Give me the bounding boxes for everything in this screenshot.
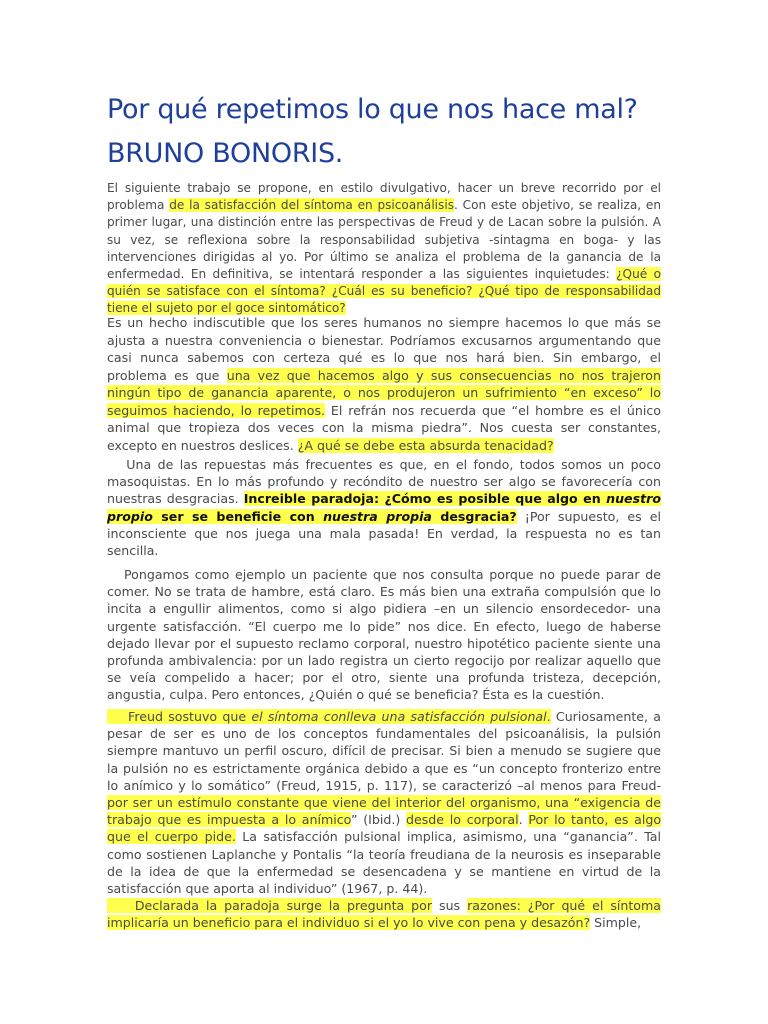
title-author: BRUNO BONORIS. xyxy=(107,138,344,169)
highlighted-text xyxy=(107,709,551,724)
text-run: ” (Ibid.) xyxy=(350,812,406,828)
text-run: . xyxy=(518,812,529,828)
highlighted-text: desde lo corporal xyxy=(405,812,519,828)
text-run: sus xyxy=(432,898,468,913)
text-run: Declarada la paradoja surge la pregunta por xyxy=(134,898,433,913)
highlighted-text: por ser un estímulo constante que viene del interior del organismo, una “exigencia de trabajo que es impuesta a lo anímico xyxy=(107,795,661,828)
highlighted-text: ¿Qué o quién se satisface con el síntoma? ¿Cuál es su beneficio? ¿Qué tipo de responsabilidad tiene el sujeto por el goce sintomático? xyxy=(107,267,661,316)
body-paragraph-1 xyxy=(107,314,661,454)
title-line-1: Por qué repetimos lo que nos hace mal? xyxy=(107,94,638,125)
abstract-paragraph xyxy=(107,180,661,318)
italic-text: el síntoma conlleva una satisfacción pulsional xyxy=(251,709,547,724)
text-run: Una de las repuestas más frecuentes es que, en el fondo, todos somos un poco masoquistas. En lo más profundo y recóndito de nuestro ser algo se favorecería con nuestras desgracias. xyxy=(107,457,661,507)
text-run: Simple, xyxy=(590,915,642,931)
body-paragraph-3 xyxy=(107,566,661,704)
italic-text: nuestra propia xyxy=(323,508,432,524)
body-paragraph-5 xyxy=(107,897,661,931)
text-run: Pongamos como ejemplo un paciente que nos consulta porque no puede parar de comer. No se trata de hambre, está claro. Es más bien una extraña compulsión que lo incita a engullir alimentos, como si algo pidiera –en un silencio ensordecedor- una urgente satisfacción. “El cuerpo me lo pide” nos dice. En efecto, luego de haberse dejado llevar por el supuesto reclamo corporal, nuestro hipotético paciente siente una profunda ambivalencia: por un lado registra un cierto regocijo por realizar aquello que se veía compelido a hacer; por el otro, siente una profunda tristeza, decepción, angustia, culpa. Pero entonces, ¿Quién o qué se beneficia? Ésta es la cuestión. xyxy=(107,567,661,703)
body-paragraph-2 xyxy=(107,456,661,559)
text-run: La satisfacción pulsional implica, asimismo, una “ganancia”. Tal como sostienen Laplanche y Pontalis “la teoría freudiana de la neurosis es inseparable de la idea de que la enfermedad se desencadena y se mantiene en virtud de la satisfacción que aporta al individuo” (1967, p. 44). xyxy=(107,829,662,897)
text-run: El siguiente trabajo se propone, en estilo divulgativo, hacer un breve recorrido por el problema xyxy=(107,181,661,213)
highlighted-text: de la satisfacción del síntoma en psicoanálisis xyxy=(169,198,455,213)
text-run: Increible paradoja: ¿Cómo es posible que algo en xyxy=(243,491,607,507)
highlighted-text: Por lo tanto, es algo que el cuerpo pide. xyxy=(107,812,662,845)
highlighted-text: una vez que hacemos algo y sus consecuencias no nos trajeron ningún tipo de ganancia aparente, o nos produjeron un sufrimiento “en exceso” lo seguimos haciendo, lo repetimos. xyxy=(107,367,661,418)
text-run: ¡Por supuesto, es el inconsciente que nos juega una mala pasada! En verdad, la respuesta no es tan sencilla. xyxy=(107,508,662,559)
text-run: Freud sostuvo que xyxy=(128,709,252,724)
text-run: . Con este objetivo, se realiza, en primer lugar, una distinción entre las perspectivas de Freud y de Lacan sobre la pulsión. A su vez, se reflexiona sobre la responsabilidad subjetiva -sintagma en boga- y las intervenciones dirigidas al yo. Por último se analiza el problema de la ganancia de la enfermedad. En definitiva, se intentará responder a las siguientes inquietudes: xyxy=(107,198,661,282)
body-paragraph-4 xyxy=(107,708,661,897)
highlighted-text: razones: ¿Por qué el síntoma implicaría un beneficio para el individuo si el yo lo vive con pena y desazón? xyxy=(107,898,661,931)
text-run: desgracia? xyxy=(431,508,517,524)
document-title xyxy=(107,88,707,176)
highlighted-text xyxy=(107,898,432,913)
text-run: Curiosamente, a pesar de ser es uno de los conceptos fundamentales del psicoanálisis, la pulsión siempre mantuvo un perfil oscuro, difícil de precisar. Si bien a menudo se sugiere que la pulsión no es estrictamente orgánica debido a que es “un concepto fronterizo entre lo anímico y lo somático” (Freud, 1915, p. 117), se caracterizó –al menos para Freud- xyxy=(107,709,661,793)
italic-text: nuestro propio xyxy=(107,491,661,524)
text-run: El refrán nos recuerda que “el hombre es el único animal que tropieza dos veces con la misma piedra”. Nos cuesta ser constantes, excepto en nuestros deslices. xyxy=(107,402,661,453)
text-run: ser se beneficie con xyxy=(152,508,324,524)
text-run: . xyxy=(546,709,551,724)
highlighted-text: ¿A qué se debe esta absurda tenacidad? xyxy=(297,437,554,453)
text-run: Es un hecho indiscutible que los seres humanos no siempre hacemos lo que más se ajusta a nuestra conveniencia o bienestar. Podríamos excusarnos argumentando que casi nunca sabemos con certeza qué es lo que nos hará bien. Sin embargo, el problema es que xyxy=(107,315,661,383)
